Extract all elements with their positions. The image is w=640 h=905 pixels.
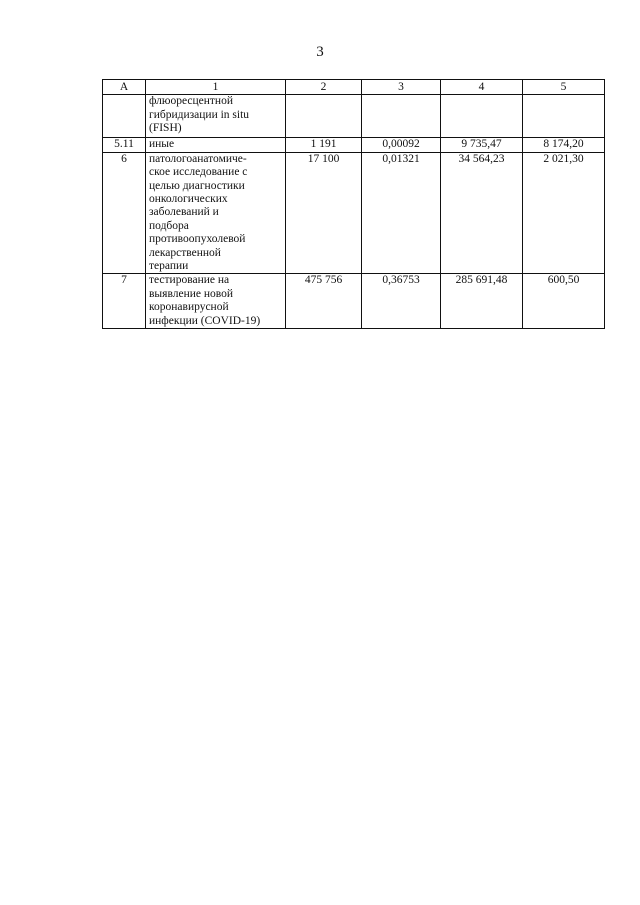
cell-col-2: [286, 95, 362, 138]
cell-col-3: 0,00092: [362, 138, 441, 152]
cell-col-2: 1 191: [286, 138, 362, 152]
cell-col-5: 2 021,30: [523, 152, 605, 274]
cell-col-4: 9 735,47: [441, 138, 523, 152]
cell-col-3: [362, 95, 441, 138]
table-row: [103, 274, 605, 329]
cell-number: 7: [103, 274, 146, 329]
cell-name: флюоресцентной гибридизации in situ (FISH): [146, 95, 286, 138]
cell-name: иные: [146, 138, 286, 152]
cell-col-2: 17 100: [286, 152, 362, 274]
cell-col-2: 475 756: [286, 274, 362, 329]
cell-number: 5.11: [103, 138, 146, 152]
header-col-a: А: [103, 80, 146, 95]
cell-col-5: 8 174,20: [523, 138, 605, 152]
data-table: [102, 79, 605, 329]
header-col-2: 2: [286, 80, 362, 95]
cell-col-4: 34 564,23: [441, 152, 523, 274]
header-col-1: 1: [146, 80, 286, 95]
table-row: [103, 138, 605, 152]
cell-col-5: 600,50: [523, 274, 605, 329]
table-header-row: [103, 80, 605, 95]
cell-name: тестирование на выявление новой коронавирусной инфекции (COVID-19): [146, 274, 286, 329]
cell-col-5: [523, 95, 605, 138]
cell-number: [103, 95, 146, 138]
header-col-4: 4: [441, 80, 523, 95]
cell-name: патологоанатомиче- ское исследование с целью диагностики онкологических заболеваний и подбора противоопухолевой лекарственной терапии: [146, 152, 286, 274]
header-col-3: 3: [362, 80, 441, 95]
table-row: [103, 95, 605, 138]
table-row: [103, 152, 605, 274]
cell-col-4: [441, 95, 523, 138]
cell-col-4: 285 691,48: [441, 274, 523, 329]
header-col-5: 5: [523, 80, 605, 95]
cell-col-3: 0,36753: [362, 274, 441, 329]
cell-col-3: 0,01321: [362, 152, 441, 274]
cell-number: 6: [103, 152, 146, 274]
page-number: 3: [316, 44, 324, 60]
